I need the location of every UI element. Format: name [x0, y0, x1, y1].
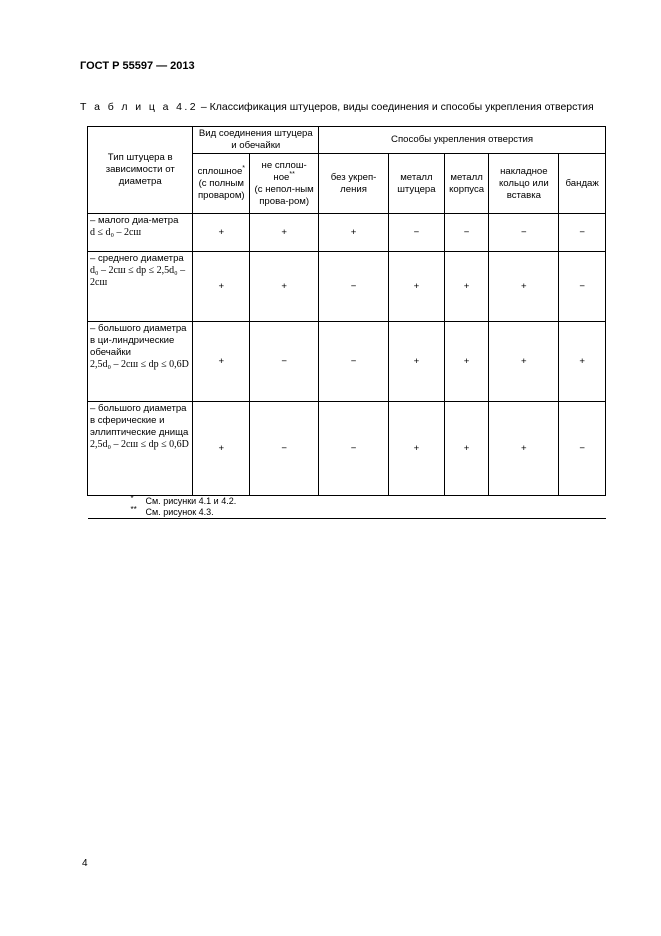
table-cell: − — [250, 322, 319, 402]
table-cell: + — [250, 252, 319, 322]
header-joint-group: Вид соединения штуцера и обечайки — [193, 127, 319, 154]
table-cell: − — [559, 402, 606, 496]
row-formula: d₀ – 2cш ≤ dр ≤ 2,5d₀ – 2cш — [90, 265, 186, 288]
footnote — [88, 496, 606, 507]
row-label: – малого диа-метра — [90, 215, 179, 226]
header-full-label: сплошное — [197, 165, 243, 177]
row-label: – среднего диаметра — [90, 253, 184, 264]
table-cell: + — [444, 402, 489, 496]
table-row — [88, 214, 606, 252]
header-partial-sub: (с непол-ным прова-ром) — [254, 183, 314, 207]
page-number: 4 — [82, 858, 88, 869]
table-cell: − — [250, 402, 319, 496]
table-cell: + — [489, 402, 559, 496]
row-formula: 2,5d₀ – 2cш ≤ dр ≤ 0,6D — [90, 439, 189, 450]
table-cell: − — [559, 252, 606, 322]
table-cell: + — [489, 322, 559, 402]
table-cell: + — [559, 322, 606, 402]
table-cell: + — [489, 252, 559, 322]
row-label: – большого диаметра в сферические и эллиптические днища — [90, 403, 189, 438]
table-cell: + — [389, 322, 445, 402]
table-cell: + — [193, 322, 250, 402]
table-cell: + — [250, 214, 319, 252]
table-cell: − — [444, 214, 489, 252]
table-cell: − — [319, 252, 389, 322]
header-band: бандаж — [559, 154, 606, 214]
table-cell: + — [389, 252, 445, 322]
footnote-mark: ** — [289, 170, 295, 178]
header-ring-insert: накладное кольцо или вставка — [489, 154, 559, 214]
table-row — [88, 322, 606, 402]
table-cell: − — [489, 214, 559, 252]
table-cell: − — [319, 322, 389, 402]
row-label: – большого диаметра в ци-линдрические обечайки — [90, 323, 187, 358]
row-type-cell — [88, 402, 193, 496]
header-metal-fitting: металл штуцера — [389, 154, 445, 214]
footnote-mark: * — [242, 164, 246, 172]
caption-prefix: Т а б л и ц а 4.2 — [80, 101, 198, 113]
footnote-text: См. рисунки 4.1 и 4.2. — [145, 496, 237, 506]
table-cell: + — [319, 214, 389, 252]
footnote — [88, 507, 606, 518]
caption-text: – Классификация штуцеров, виды соединения и способы укрепления отверстия — [197, 101, 594, 113]
footnote-mark: ** — [130, 505, 137, 514]
table-cell: + — [444, 252, 489, 322]
table-notes — [88, 496, 606, 519]
row-formula: d ≤ d₀ – 2cш — [90, 227, 142, 238]
footnote-mark: * — [130, 494, 134, 503]
table-cell: − — [559, 214, 606, 252]
header-no-reinforcement: без укреп-ления — [319, 154, 389, 214]
header-partial-label: не сплош-ное — [261, 159, 307, 183]
row-type-cell — [88, 252, 193, 322]
table-cell: + — [193, 214, 250, 252]
table-row — [88, 402, 606, 496]
table-cell: − — [319, 402, 389, 496]
document-header: ГОСТ Р 55597 — 2013 — [80, 60, 195, 72]
table-cell: − — [389, 214, 445, 252]
header-metal-body: металл корпуса — [444, 154, 489, 214]
table-cell: + — [193, 402, 250, 496]
table-cell: + — [444, 322, 489, 402]
header-reinforcement-group: Способы укрепления отверстия — [319, 127, 606, 154]
table-cell: + — [389, 402, 445, 496]
header-type: Тип штуцера в зависимости от диаметра — [88, 127, 193, 214]
row-formula: 2,5d₀ – 2cш ≤ dр ≤ 0,6D — [90, 359, 189, 370]
header-full-weld — [193, 154, 250, 214]
row-type-cell — [88, 322, 193, 402]
row-type-cell — [88, 214, 193, 252]
table-row — [88, 252, 606, 322]
classification-table — [87, 126, 606, 519]
footnote-text: См. рисунок 4.3. — [145, 507, 214, 517]
header-full-sub: (с полным проваром) — [197, 177, 245, 201]
header-partial-weld — [250, 154, 319, 214]
table-cell: + — [193, 252, 250, 322]
table-caption — [80, 101, 594, 113]
